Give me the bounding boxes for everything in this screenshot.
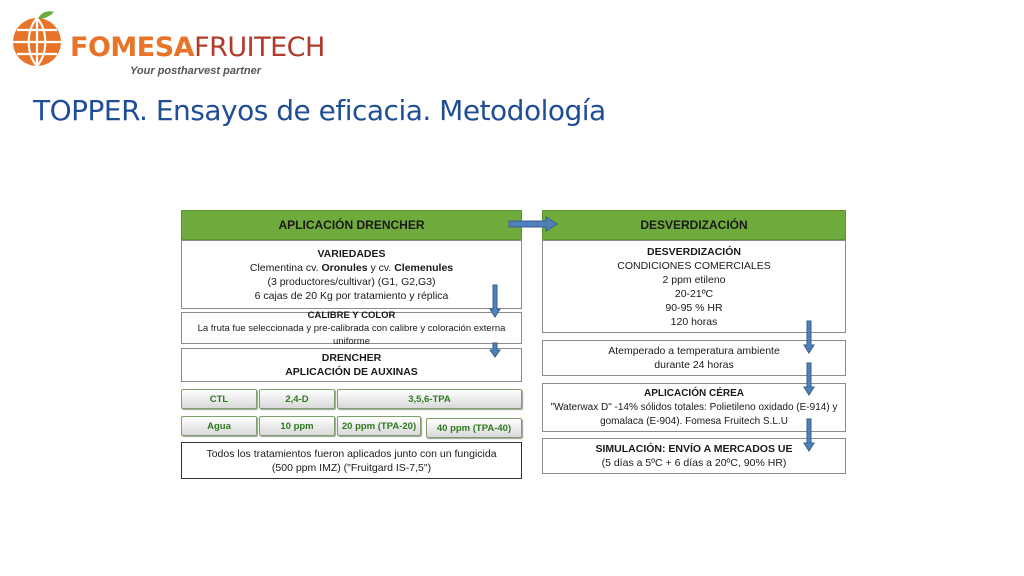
degreening-line4: 90-95 % HR: [665, 301, 723, 314]
wax-line1: "Waterwax D" -14% sólidos totales: Polietileno oxidado (E-914) y: [550, 401, 838, 413]
arrow-right-icon: [508, 216, 558, 232]
fungicide-note-box: [181, 442, 522, 479]
simulation-text: (5 días a 5ºC + 6 días a 20ºC, 90% HR): [601, 457, 787, 469]
caliber-text: La fruta fue seleccionada y pre-calibrada con calibre y coloración externa uniforme: [197, 322, 506, 347]
tempering-line1: Atemperado a temperatura ambiente: [608, 345, 780, 357]
drencher-application-header: APLICACIÓN DRENCHER: [181, 210, 522, 240]
arrow-down-icon: [803, 320, 815, 354]
brand-tagline: Your postharvest partner: [130, 65, 262, 77]
degreening-box: [542, 240, 846, 333]
tempering-line2: durante 24 horas: [654, 359, 734, 371]
degreening-line2: 2 ppm etileno: [662, 273, 726, 286]
wax-heading: APLICACIÓN CÉREA: [643, 387, 744, 399]
arrow-down-icon: [489, 342, 501, 358]
treatment-ctl: CTL: [181, 389, 257, 409]
treatment-24d: 2,4-D: [259, 389, 335, 409]
dose-40ppm: 40 ppm (TPA-40): [426, 418, 522, 438]
slide-title: TOPPER. Ensayos de eficacia. Metodología: [33, 94, 606, 127]
degreening-line3: 20-21ºC: [674, 287, 714, 300]
drencher-auxins-box: [181, 348, 522, 382]
variety-clemenules: Clemenules: [394, 261, 454, 274]
varieties-heading: VARIEDADES: [317, 247, 386, 260]
dose-20ppm: 20 ppm (TPA-20): [337, 416, 421, 436]
wax-line2: gomalaca (E-904). Fomesa Fruitech S.L.U: [600, 415, 788, 427]
degreening-header: DESVERDIZACIÓN: [542, 210, 846, 240]
degreening-line1: CONDICIONES COMERCIALES: [617, 259, 771, 272]
degreening-heading: DESVERDIZACIÓN: [647, 245, 741, 258]
arrow-down-icon: [803, 418, 815, 452]
drencher-line2: APLICACIÓN DE AUXINAS: [285, 366, 418, 378]
caliber-color-box: [181, 309, 522, 347]
varieties-line2: (3 productores/cultivar) (G1, G2,G3): [267, 275, 436, 288]
dose-water: Agua: [181, 416, 257, 436]
varieties-line3: 6 cajas de 20 Kg por tratamiento y réplica: [254, 289, 449, 302]
arrow-down-icon: [803, 362, 815, 396]
fungicide-note-text: Todos los tratamientos fueron aplicados junto con un fungicida (500 ppm IMZ) ("Fruitgard IS-7,5"): [206, 447, 497, 474]
treatment-356tpa: 3,5,6-TPA: [337, 389, 522, 409]
drencher-line1: DRENCHER: [321, 352, 382, 364]
dose-10ppm: 10 ppm: [259, 416, 335, 436]
varieties-line1: [182, 261, 521, 275]
arrow-down-icon: [489, 284, 501, 318]
wax-application-box: [542, 383, 846, 432]
varieties-box: [181, 240, 522, 309]
caliber-heading: CALIBRE Y COLOR: [307, 309, 396, 321]
tempering-box: [542, 340, 846, 376]
brand-secondary: FRUITECH: [194, 32, 325, 63]
brand-primary: FOMESA: [70, 32, 195, 63]
variety-oronules: Oronules: [321, 261, 368, 274]
fomesa-globe-logo-icon: [8, 10, 66, 68]
degreening-line5: 120 horas: [670, 315, 718, 328]
varieties-line1-pre: Clementina cv.: [249, 261, 322, 274]
varieties-line1-mid: y cv.: [367, 261, 395, 274]
simulation-heading: SIMULACIÓN: ENVÍO A MERCADOS UE: [595, 443, 793, 455]
market-simulation-box: [542, 438, 846, 474]
brand-name: [70, 32, 325, 63]
